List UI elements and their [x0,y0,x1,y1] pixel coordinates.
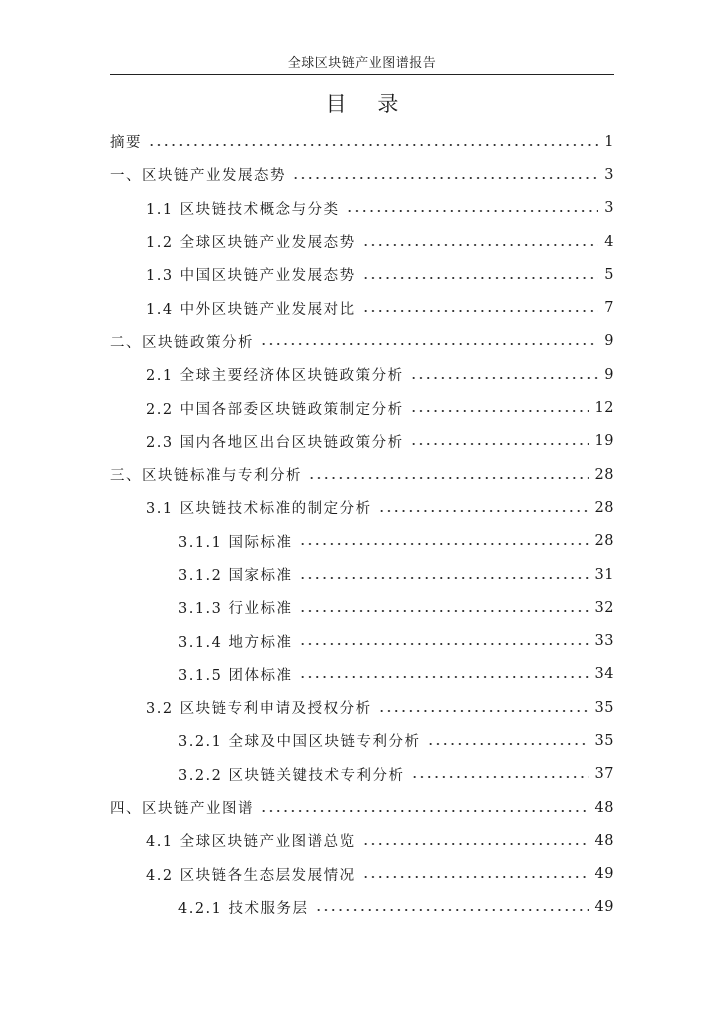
toc-entry-page-number: 9 [604,333,614,350]
toc-entry-page-number: 19 [594,433,614,450]
toc-entry[interactable] [110,525,614,558]
toc-entry-page-number: 28 [594,499,614,516]
toc-entry-title: 3.1 区块链技术标准的制定分析 [146,501,372,518]
toc-entry-page-number: 4 [604,233,614,250]
toc-entry[interactable] [110,391,614,424]
dot-leader [362,307,599,315]
toc-entry-page-number: 35 [594,699,614,716]
toc-entry-page-number: 34 [594,666,614,683]
toc-entry-title: 四、区块链产业图谱 [110,801,254,818]
toc-entry-page-number: 49 [594,899,614,916]
dot-leader [411,773,589,781]
toc-entry-title: 二、区块链政策分析 [110,334,254,351]
toc-entry[interactable] [110,325,614,358]
toc-entry-title: 摘要 [110,135,142,152]
dot-leader [260,340,598,348]
toc-entry-title: 1.4 中外区块链产业发展对比 [146,301,356,318]
toc-entry-title: 1.3 中国区块链产业发展态势 [146,268,356,285]
toc-entry[interactable] [110,658,614,691]
toc-entry-title: 3.1.1 国际标准 [178,534,293,551]
dot-leader [308,474,589,482]
toc-entry-page-number: 31 [594,566,614,583]
toc-entry-title: 三、区块链标准与专利分析 [110,468,302,485]
toc-entry-title: 4.2 区块链各生态层发展情况 [146,867,356,884]
toc-entry-page-number: 3 [604,200,614,217]
dot-leader [378,507,589,515]
toc-heading: 目 录 [325,92,411,116]
toc-entry-title: 3.1.3 行业标准 [178,601,293,618]
toc-entry[interactable] [110,791,614,824]
toc-entry-title: 2.2 中国各部委区块链政策制定分析 [146,401,404,418]
dot-leader [427,740,589,748]
toc-entry-title: 4.2.1 技术服务层 [178,900,309,917]
dot-leader [292,174,598,182]
toc-entry-page-number: 1 [604,133,614,150]
dot-leader [378,707,589,715]
toc-entry-page-number: 48 [594,799,614,816]
toc-entry-page-number: 12 [594,400,614,417]
toc-entry-title: 3.1.5 团体标准 [178,667,293,684]
toc-entry[interactable] [110,891,614,924]
dot-leader [315,906,589,914]
dot-leader [299,574,589,582]
toc-entry-title: 3.2 区块链专利申请及授权分析 [146,701,372,718]
running-header-title: 全球区块链产业图谱报告 [287,56,437,71]
toc-entry[interactable] [110,125,614,158]
toc-entry[interactable] [110,691,614,724]
dot-leader [299,640,589,648]
toc-entry-title: 1.1 区块链技术概念与分类 [146,201,340,218]
dot-leader [410,440,589,448]
toc-entry-page-number: 33 [594,633,614,650]
dot-leader [346,207,599,215]
toc-entry[interactable] [110,158,614,191]
toc-entry-title: 3.2.2 区块链关键技术专利分析 [178,767,405,784]
toc-entry[interactable] [110,758,614,791]
toc-entry-title: 2.1 全球主要经济体区块链政策分析 [146,368,404,385]
dot-leader [260,807,589,815]
dot-leader [148,141,598,149]
toc-entry-page-number: 32 [594,599,614,616]
dot-leader [362,274,599,282]
toc-entry-page-number: 9 [604,366,614,383]
header-divider [110,74,614,75]
dot-leader [362,840,589,848]
toc-entry-page-number: 37 [594,766,614,783]
toc-entry-title: 3.1.4 地方标准 [178,634,293,651]
toc-entry-title: 3.1.2 国家标准 [178,568,293,584]
toc-entry-page-number: 28 [594,466,614,483]
toc-entry[interactable] [110,824,614,857]
toc-entry[interactable] [110,458,614,491]
dot-leader [410,374,599,382]
toc-entry-title: 2.3 国内各地区出台区块链政策分析 [146,434,404,451]
toc-entry-page-number: 3 [604,166,614,183]
toc-entry[interactable] [110,192,614,225]
dot-leader [410,407,589,415]
table-of-contents [110,125,614,924]
dot-leader [299,540,589,548]
dot-leader [299,607,589,615]
toc-entry-title: 4.1 全球区块链产业图谱总览 [146,834,356,851]
toc-entry[interactable] [110,624,614,657]
toc-entry-page-number: 28 [594,533,614,550]
toc-entry-page-number: 7 [604,300,614,317]
toc-entry-page-number: 5 [604,266,614,283]
toc-entry[interactable] [110,724,614,757]
toc-entry-page-number: 48 [594,832,614,849]
toc-entry[interactable] [110,591,614,624]
dot-leader [362,873,589,881]
toc-entry-title: 3.2.1 全球及中国区块链专利分析 [178,734,421,751]
toc-entry[interactable] [110,358,614,391]
toc-entry-title: 1.2 全球区块链产业发展态势 [146,235,356,252]
toc-entry[interactable] [110,858,614,891]
toc-entry-title: 一、区块链产业发展态势 [110,168,286,185]
toc-entry[interactable] [110,491,614,524]
toc-entry-page-number: 35 [594,732,614,749]
toc-entry[interactable] [110,225,614,258]
toc-entry[interactable] [110,425,614,458]
toc-entry[interactable] [110,558,614,591]
dot-leader [362,241,599,249]
toc-entry[interactable] [110,258,614,291]
toc-entry[interactable] [110,291,614,324]
toc-entry-page-number: 49 [594,866,614,883]
dot-leader [299,673,589,681]
